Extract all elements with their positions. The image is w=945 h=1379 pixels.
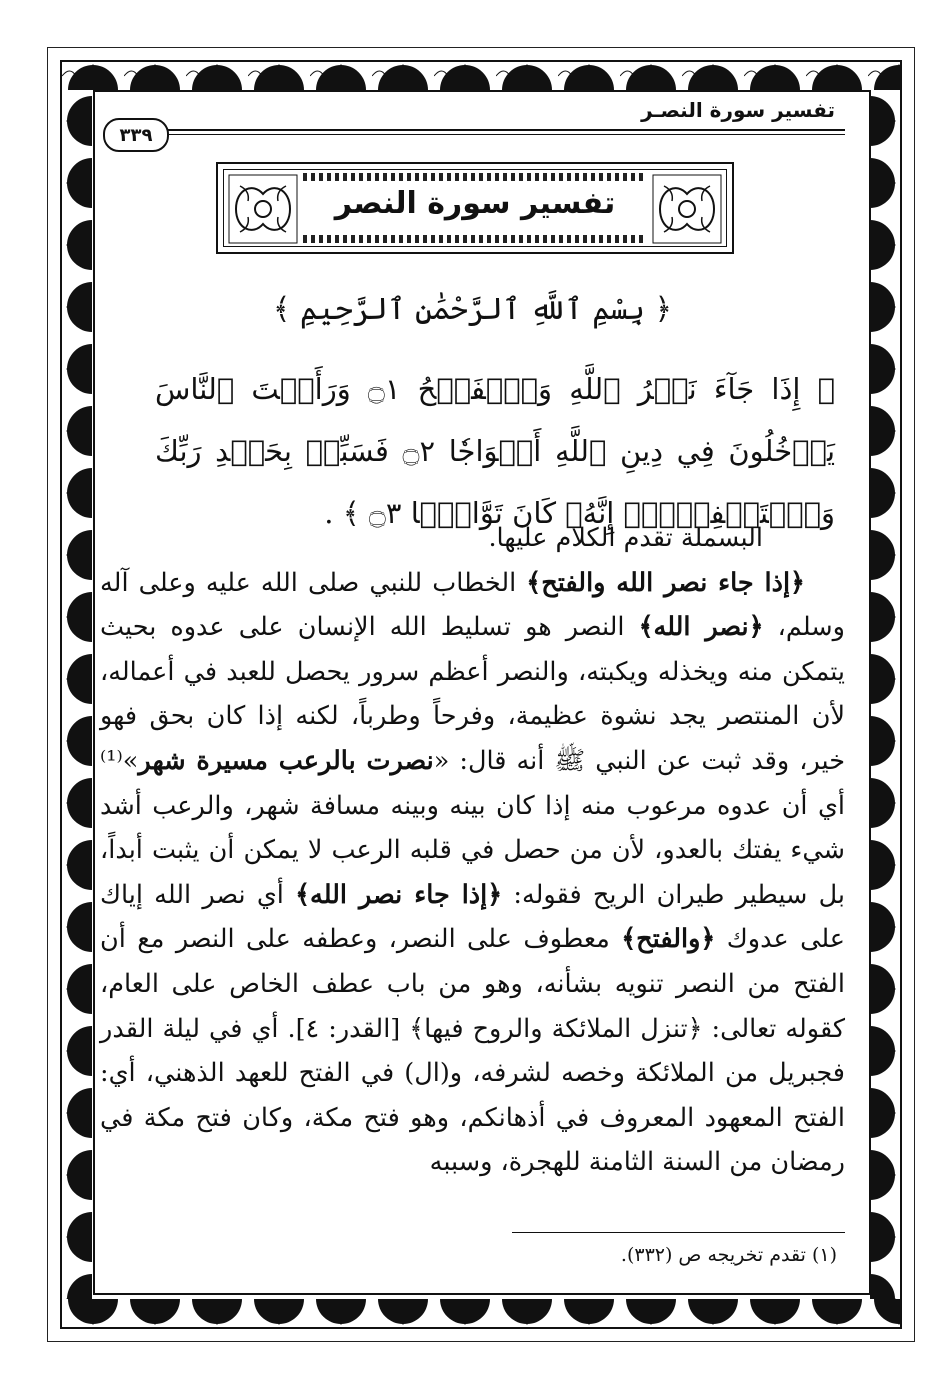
header-rule-thin [160,134,845,135]
quote-al-fath: ﴿والفتح﴾ [621,924,716,955]
surah-title-box [216,162,734,254]
ornament-right [870,90,900,1299]
ornament-left [62,90,92,1299]
paragraph-basmala-note: البسملة تقدم الكلام عليها. [488,523,763,553]
ornament-bottom [62,1299,900,1327]
basmala: ﴿ بِسْمِ ٱللَّهِ ٱلرَّحْمَٰنِ ٱلرَّحِيمِ ﴾ [272,292,673,327]
quote-verse-1-partial: ﴿إذا جاء نصر الله﴾ [295,879,503,910]
footnote-separator [512,1232,845,1233]
quote-verse-1: ﴿إذا جاء نصر الله والفتح﴾ [526,567,805,598]
paragraph-commentary [100,561,845,1185]
footnote: (١) تقدم تخريجه ص (٣٣٢). [620,1244,837,1266]
ornament-top [62,62,900,90]
quote-nasr-allah: ﴿نصر الله﴾ [638,612,764,643]
text-segment: معطوف على النصر، وعطفه على النصر مع أن الفتح من النصر تنويه بشأنه، وهو من باب عطف الخاص على العام، كقوله تعالى: ﴿تنزل الملائكة والروح فيها﴾ [القدر: ٤]. أي في ليلة القدر فجبريل من الملائكة وخصه لشرفه، و(ال) في الفتح للعهد الذهني، أي: الفتح المعهود المعروف في أذهانكم، وهو فتح مكة، وكان فتح مكة في رمضان من السنة الثامنة للهجرة، وسببه [100,924,845,1178]
title-deco-top [303,173,647,181]
header-rule [160,129,845,131]
page-number: ٣٣٩ [103,118,169,152]
surah-title: تفسير سورة النصر [334,186,616,221]
running-header: تفسير سورة النصـر [641,98,835,122]
text-segment: »⁽¹⁾ أي أن عدوه مرعوب منه إذا كان بينه وبينه مسافة شهر، والرعب أشد شيء يفتك بالعدو، لأن من حصل في قلبه الرعب لا يمكن أن يثبت أبداً، بل سيطير طيران الريح فقوله: [100,745,845,910]
hadith-quote: نصرت بالرعب مسيرة شهر [138,745,434,776]
text-segment: أي نصر الله إياك على عدوك [100,879,845,955]
title-deco-bottom [303,235,647,243]
text-segment: النصر هو تسليط الله الإنسان على عدوه بحيث يتمكن منه ويخذله ويكبته، والنصر أعظم سرور يحصل للعبد في أعماله، لأن المنتصر يجد نشوة عظيمة، وفرحاً وطرباً، لكنه إذا كان بحق فهو خير، وقد ثبت عن النبي ﷺ أنه قال: « [100,612,845,776]
text-segment: الخطاب للنبي صلى الله عليه وعلى آله وسلم، [100,567,845,643]
commentary-body [100,516,845,1185]
quran-verses: ﴿ إِذَا جَآءَ نَصۡرُ ٱللَّهِ وَٱلۡفَتۡحُ ۝١ وَرَأَيۡتَ ٱلنَّاسَ يَدۡخُلُونَ فِي دِينِ ٱللَّهِ أَفۡوَاجٗا ۝٢ فَسَبِّحۡ بِحَمۡدِ رَبِّكَ وَٱسۡتَغۡفِرۡهُۚ إِنَّهُۥ كَانَ تَوَّابَۢا ۝٣ ﴾ . [155,372,836,530]
